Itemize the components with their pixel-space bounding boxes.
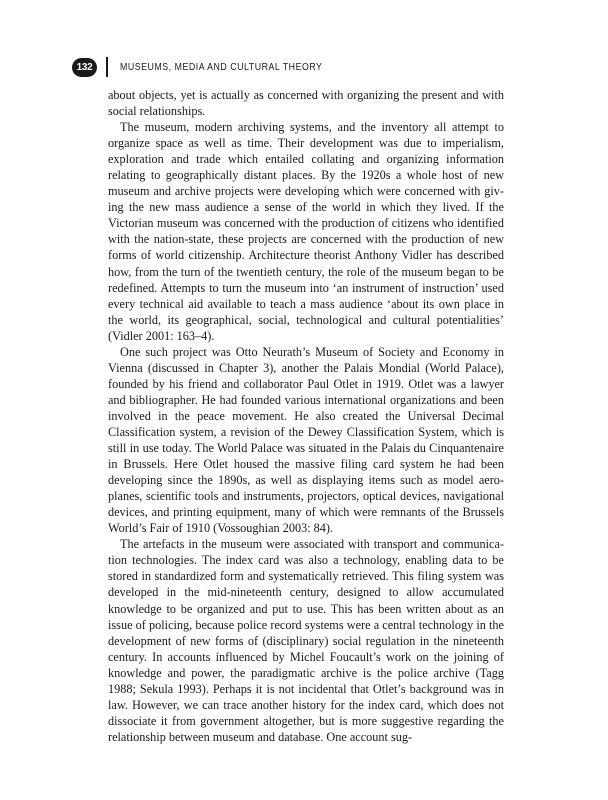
running-title: MUSEUMS, MEDIA AND CULTURAL THEORY xyxy=(120,61,323,73)
body-text xyxy=(108,87,504,745)
paragraph: The artefacts in the museum were associated with transport and communication technologies. The index card was also a technology, enabling data to be stored in standardized form and systematically retrieved. This filing system was developed in the mid-nineteenth century, designed to allow accumulated knowledge to be organized and put to use. This has been written about as an issue of policing, because police record systems were a central technology in the development of new forms of (disciplinary) social regulation in the nineteenth century. In accounts influenced by Michel Foucault’s work on the joining of knowledge and power, the paradigmatic archive is the police archive (Tagg 1988; Sekula 1993). Perhaps it is not incidental that Otlet’s background was in law. However, we can trace another history for the index card, which does not dissociate it from government altogether, but is more suggestive regarding the relationship between museum and database. One account sug- xyxy=(108,537,504,744)
running-header xyxy=(72,56,350,78)
paragraph: The museum, modern archiving systems, and the inventory all attempt to organize space as well as time. Their development was due to imperialism, exploration and trade which entailed collating and organizing information relating to geographically distant places. By the 1920s a whole host of new museum and archive projects were developing which were concerned with giving the new mass audience a sense of the world in which they lived. If the Victorian museum was concerned with the production of citizens who identified with the nation-state, these projects are concerned with the production of new forms of world citizenship. Architecture theorist Anthony Vidler has described how, from the turn of the twentieth century, the role of the museum began to be redefined. Attempts to turn the museum into ‘an instrument of instruction’ used every technical aid available to teach a mass audience ‘about its own place in the world, its geographical, social, technological and cultural potentialities’ (Vidler 2001: 163–4). xyxy=(108,120,504,343)
header-divider xyxy=(106,57,108,77)
paragraph-continued: about objects, yet is actually as concerned with organizing the present and with social relationships. xyxy=(108,88,504,119)
page-number: 132 xyxy=(72,58,97,77)
paragraph: One such project was Otto Neurath’s Museum of Society and Economy in Vienna (discussed in Chapter 3), another the Palais Mondial (World Palace), founded by his friend and collaborator Paul Otlet in 1919. Otlet was a lawyer and bibliographer. He had founded various international organizations and been involved in the peace movement. He also created the Universal Decimal Classification system, a revision of the Dewey Classification System, which is still in use today. The World Palace was situated in the Palais du Cinquantenaire in Brussels. Here Otlet housed the massive filing card system he had been developing since the 1890s, as well as displaying items such as model aeroplanes, scientific tools and instruments, projectors, optical devices, navigational devices, and printing equipment, many of which were remnants of the Brussels World’s Fair of 1910 (Vossoughian 2003: 84). xyxy=(108,344,504,536)
